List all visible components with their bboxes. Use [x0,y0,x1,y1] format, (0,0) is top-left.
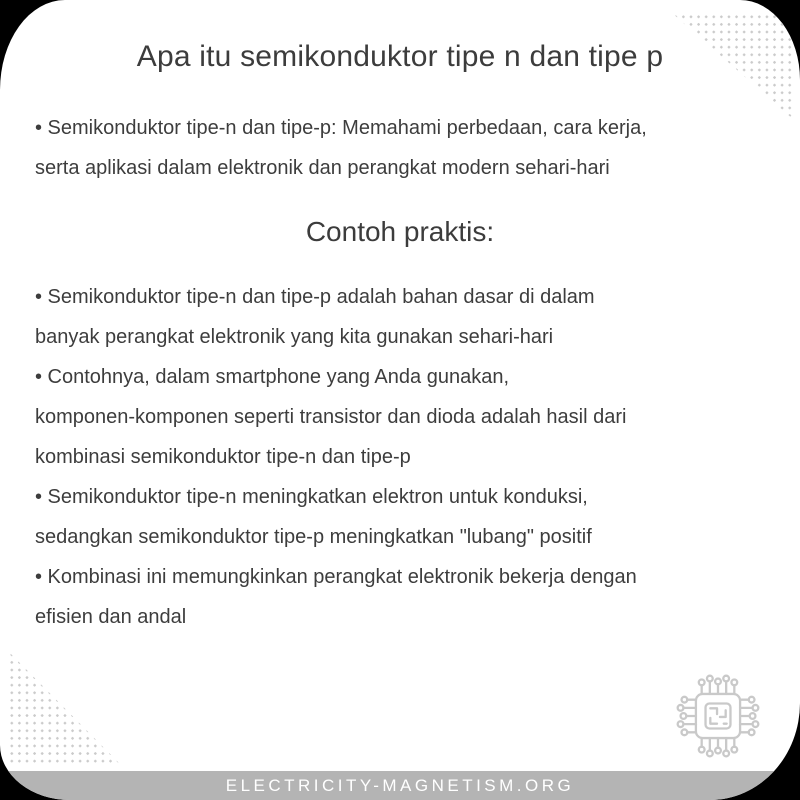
dots-pattern-bottom-left-icon [8,651,123,767]
page-title: Apa itu semikonduktor tipe n dan tipe p [136,40,664,73]
intro-line: • Semikonduktor tipe-n dan tipe-p: Memahami perbedaan, cara kerja, [35,117,647,139]
point-line: • Semikonduktor tipe-n dan tipe-p adalah bahan dasar di dalam [35,286,595,308]
point-line: • Semikonduktor tipe-n meningkatkan elektron untuk konduksi, [35,486,588,508]
point-line: • Kombinasi ini memungkinkan perangkat elektronik bekerja dengan [35,566,637,588]
point-line: • Contohnya, dalam smartphone yang Anda gunakan, [35,366,509,388]
points-list [35,277,780,637]
footer-bar [0,771,800,800]
point-line: efisien dan andal [35,606,187,628]
intro-paragraph [35,108,780,188]
section-heading: Contoh praktis: [305,216,495,247]
microchip-icon [670,668,766,764]
point-line: kombinasi semikonduktor tipe-n dan tipe-p [35,446,411,468]
point-line: banyak perangkat elektronik yang kita gunakan sehari-hari [35,326,554,348]
point-line: komponen-komponen seperti transistor dan dioda adalah hasil dari [35,406,627,428]
point-line: sedangkan semikonduktor tipe-p meningkatkan "lubang" positif [35,526,592,548]
website-url: ELECTRICITY-MAGNETISM.ORG [225,775,575,795]
intro-line: serta aplikasi dalam elektronik dan perangkat modern sehari-hari [35,157,610,179]
